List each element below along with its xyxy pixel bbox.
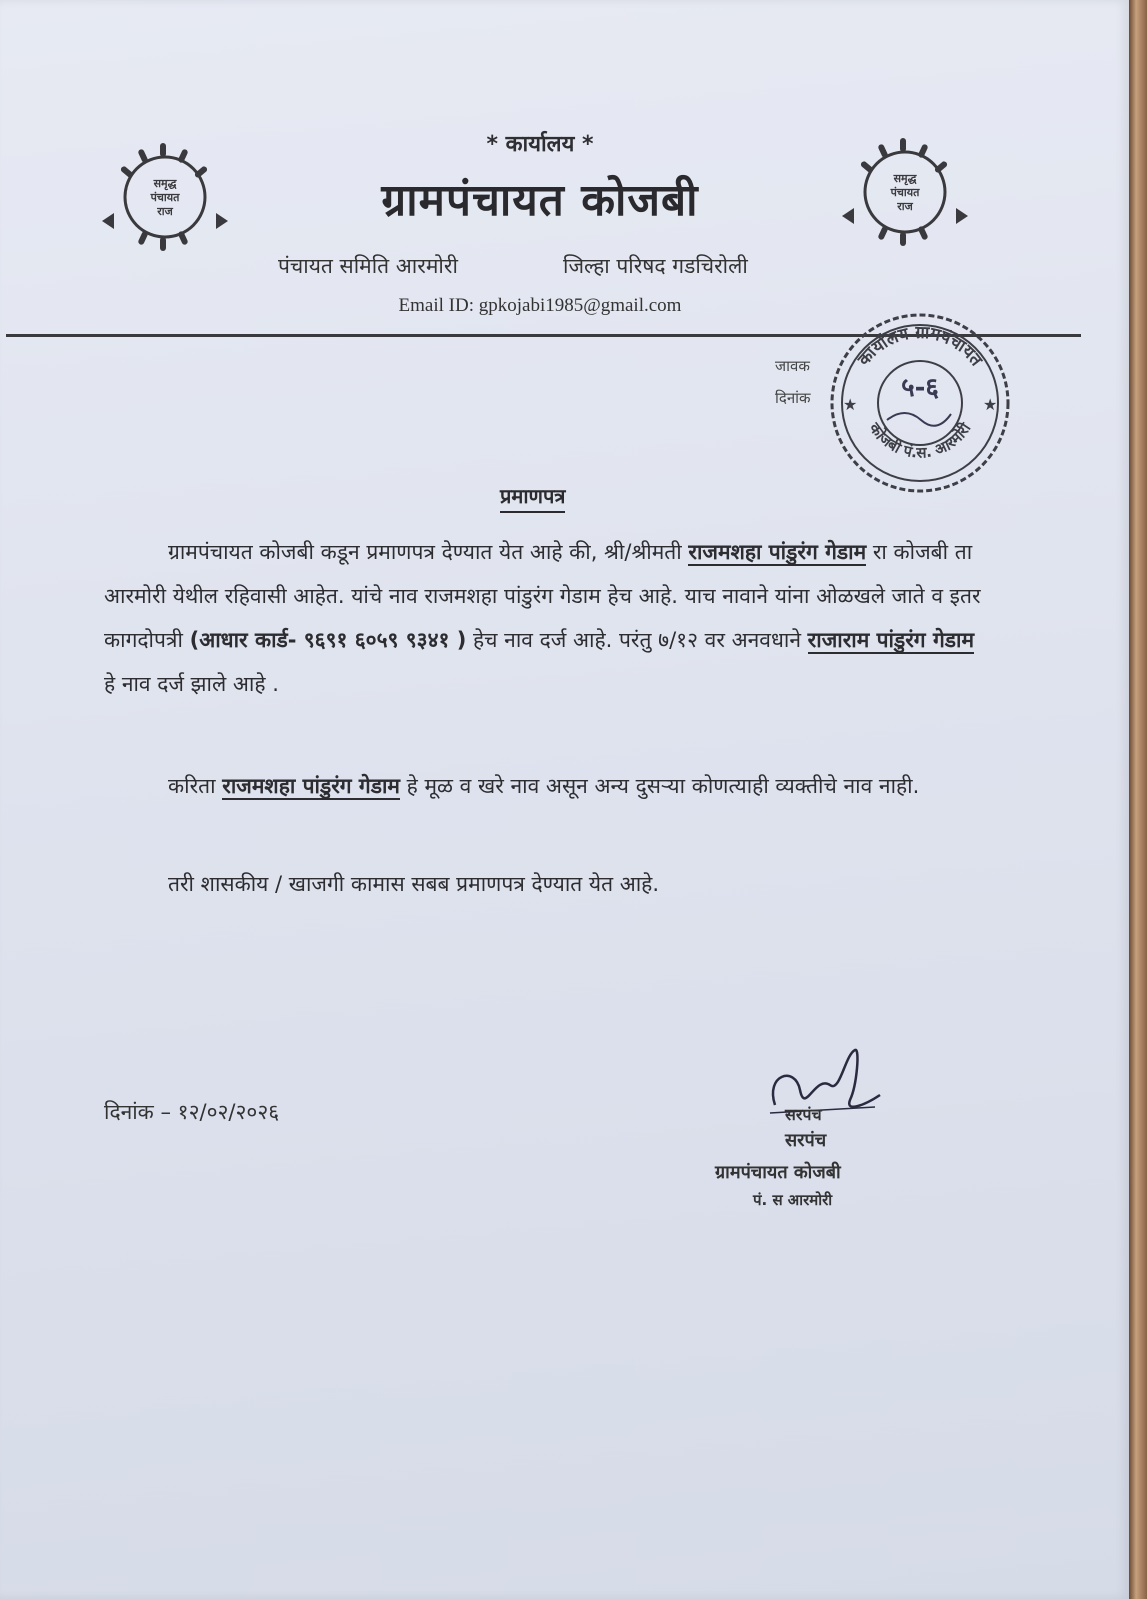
signatory-place: पं. स आरमोरी — [753, 1191, 833, 1209]
page-title: ग्रामपंचायत कोजबी — [381, 175, 699, 226]
outward-number-label: जावक — [775, 357, 810, 375]
paper-edge-background — [1129, 0, 1147, 1599]
para1-text-c: हेच नाव दर्ज आहे. परंतु ७/१२ वर अनवधाने — [466, 628, 808, 652]
para2-text-a: करिता — [168, 774, 223, 798]
signatory-role: सरपंच — [785, 1130, 827, 1151]
office-label: * कार्यालय * — [486, 132, 594, 157]
emblem-text-2: पंचायत — [890, 186, 920, 199]
seal-top-text: कार्यालय ग्रामपंचायत — [854, 322, 987, 370]
para1-name-correct: राजमशहा पांडुरंग गेडाम — [688, 540, 867, 564]
emblem-text-3: राज — [157, 205, 173, 218]
para1-aadhaar: (आधार कार्ड- ९६९१ ६०५९ ९३४१ ) — [189, 628, 467, 652]
para1-name-recorded: राजाराम पांडुरंग गेडाम — [807, 628, 974, 652]
seal-bottom-text: कोजबी पं.स. आरमोरी — [865, 419, 975, 462]
svg-text:★: ★ — [843, 395, 858, 414]
panchayat-raj-emblem-left — [100, 135, 230, 269]
certificate-heading: प्रमाणपत्र — [500, 482, 565, 513]
svg-text:कोजबी पं.स. आरमोरी — [865, 419, 975, 462]
signatory-office: ग्रामपंचायत कोजबी — [715, 1162, 841, 1183]
email-line: Email ID: gpkojabi1985@gmail.com — [398, 295, 682, 316]
signatory-name-stamp: सरपंच — [785, 1105, 822, 1124]
para3-text: तरी शासकीय / खाजगी कामास सबब प्रमाणपत्र देण्यात येत आहे. — [168, 872, 660, 896]
certificate-paragraph-3 — [104, 862, 984, 906]
para1-text-a: ग्रामपंचायत कोजबी कडून प्रमाणपत्र देण्यात येत आहे की, श्री/श्रीमती — [168, 540, 689, 564]
para1-text-d: हे नाव दर्ज झाले आहे . — [104, 672, 279, 696]
seal-handwritten-number: ५-६ — [901, 373, 939, 403]
svg-text:★: ★ — [983, 395, 998, 414]
emblem-text-1: समृद्ध — [153, 177, 177, 190]
emblem-text-1: समृद्ध — [893, 172, 917, 185]
panchayat-samiti-label: पंचायत समिति आरमोरी — [278, 254, 458, 278]
panchayat-raj-emblem-right — [840, 130, 970, 264]
reference-date-label: दिनांक — [775, 389, 811, 407]
certificate-paragraph-2 — [104, 764, 984, 808]
zilla-parishad-label: जिल्हा परिषद गडचिरोली — [563, 254, 748, 278]
para2-name: राजमशहा पांडुरंग गेडाम — [222, 774, 400, 798]
issue-date: दिनांक – १२/०२/२०२६ — [104, 1100, 280, 1124]
certificate-paragraph-1 — [104, 530, 984, 706]
emblem-text-3: राज — [897, 200, 913, 213]
para2-text-b: हे मूळ व खरे नाव असून अन्य दुसऱ्या कोणत्याही व्यक्तीचे नाव नाही. — [399, 774, 920, 798]
official-seal-stamp — [825, 308, 1015, 502]
emblem-text-2: पंचायत — [150, 191, 180, 204]
para1-text-b: रा कोजबी ता आरमोरी येथील रहिवासी आहेत. यांचे नाव राजमशहा पांडुरंग गेडाम हेच आहे. याच नावाने यांना ओळखले जाते व इतर कागदोपत्री — [104, 540, 981, 652]
